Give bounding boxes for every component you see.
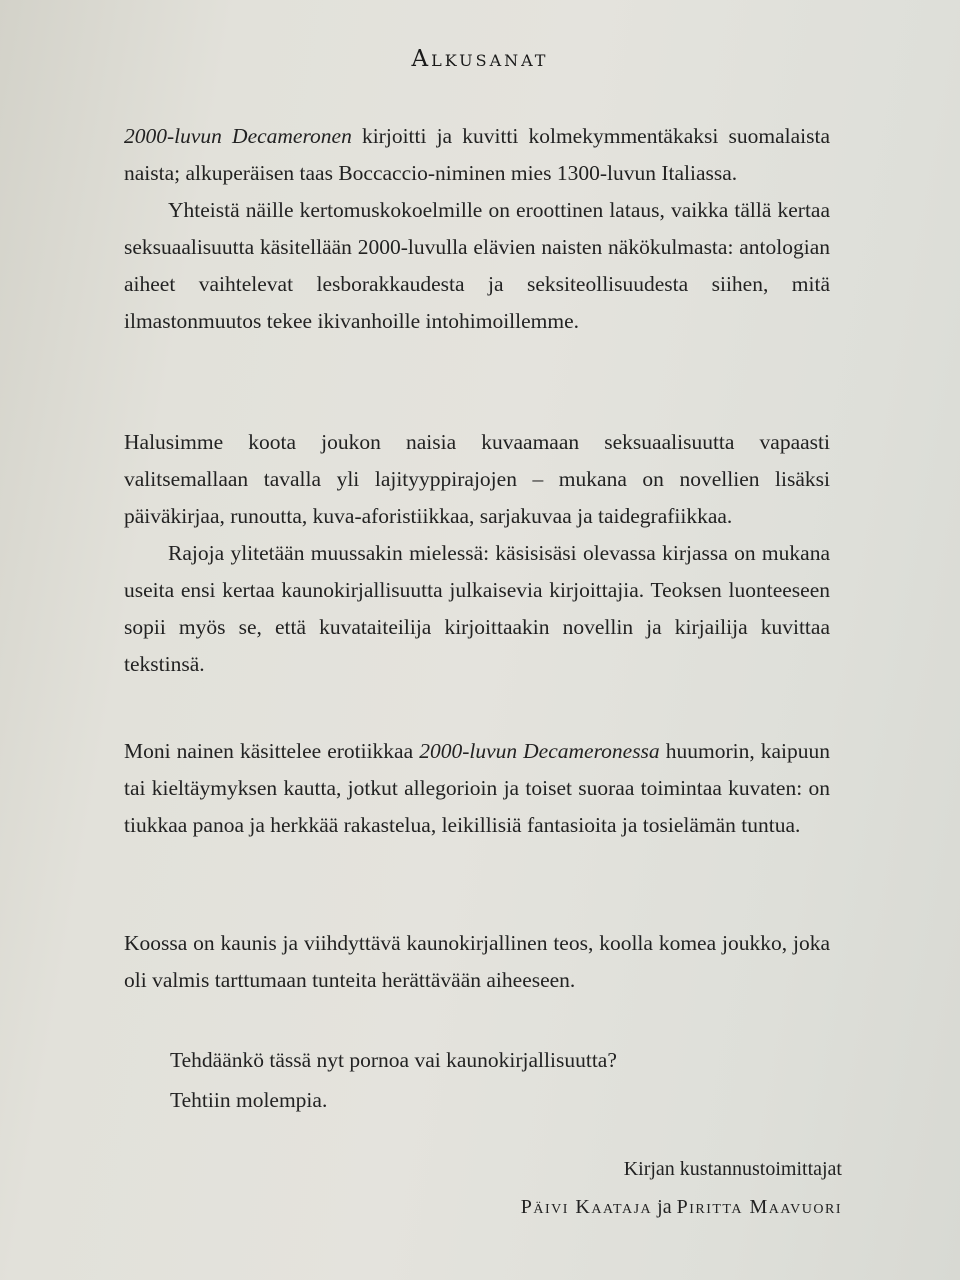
text-block-conclusion xyxy=(124,925,830,999)
paragraph-5-after: huumorin, kaipuun tai kieltäymyksen kautta, jotkut allegorioin ja toiset suoraa toimintaa kuvaten: on tiukkaa panoa ja herkkää rakastelua, leikillisiä fantasioita ja tosielämän tuntua. xyxy=(124,739,831,837)
paragraph-2: Yhteistä näille kertomuskokoelmille on eroottinen lataus, vaikka tällä kertaa seksuaalisuutta käsitellään 2000-luvulla elävien naisten näkökulmasta: antologian aiheet vaihtelevat lesborakkaudesta ja seksiteollisuudesta siihen, mitä ilmastonmuutos tekee ikivanhoille intohimoillemme. xyxy=(124,198,830,333)
text-block-middle xyxy=(124,424,830,683)
editor-name-1: Päivi Kaataja xyxy=(520,1196,653,1218)
book-title-italic: 2000-luvun Decameronen xyxy=(124,124,352,148)
paragraph-6: Koossa on kaunis ja viihdyttävä kaunokirjallinen teos, koolla komea joukko, joka oli valmis tarttumaan tunteita herättävään aiheeseen. xyxy=(124,931,830,992)
signature-role: Kirjan kustannustoimittajat xyxy=(623,1158,842,1180)
paragraph-5 xyxy=(124,733,830,844)
closing-answer: Tehtiin molempia. xyxy=(170,1088,328,1112)
book-title-italic-2: 2000-luvun Decameronessa xyxy=(419,739,660,763)
paragraph-3: Halusimme koota joukon naisia kuvaamaan seksuaalisuutta vapaasti valitsemallaan tavalla yli lajityyppirajojen – mukana on novellien lisäksi päiväkirjaa, runoutta, kuva-aforistiikkaa, sarjakuvaa ja taidegrafiikkaa. xyxy=(124,430,830,528)
closing-question: Tehdäänkö tässä nyt pornoa vai kaunokirjallisuutta? xyxy=(170,1048,617,1072)
paragraph-5-before: Moni nainen käsittelee erotiikkaa xyxy=(124,739,420,763)
signature-names xyxy=(521,1188,842,1226)
text-block-humor xyxy=(124,733,830,844)
paragraph-1 xyxy=(124,118,830,192)
signature-block xyxy=(521,1150,842,1226)
closing-lines xyxy=(170,1040,617,1120)
text-block-intro xyxy=(124,118,830,340)
paragraph-4: Rajoja ylitetään muussakin mielessä: käsisisäsi olevassa kirjassa on mukana useita ensi kertaa kaunokirjallisuutta julkaisevia kirjoittajia. Teoksen luonteeseen sopii myös se, että kuvataiteilija kirjoittaakin novellin ja kirjailija kuvittaa tekstinsä. xyxy=(124,541,830,676)
signature-conjunction: ja xyxy=(652,1196,677,1218)
paragraph-1-text: kirjoitti ja kuvitti kolmekymmentäkaksi suomalaista naista; alkuperäisen taas Boccaccio-niminen mies 1300-luvun Italiassa. xyxy=(124,124,830,185)
editor-name-2: Piritta Maavuori xyxy=(676,1196,842,1218)
page-title: Alkusanat xyxy=(411,46,549,72)
